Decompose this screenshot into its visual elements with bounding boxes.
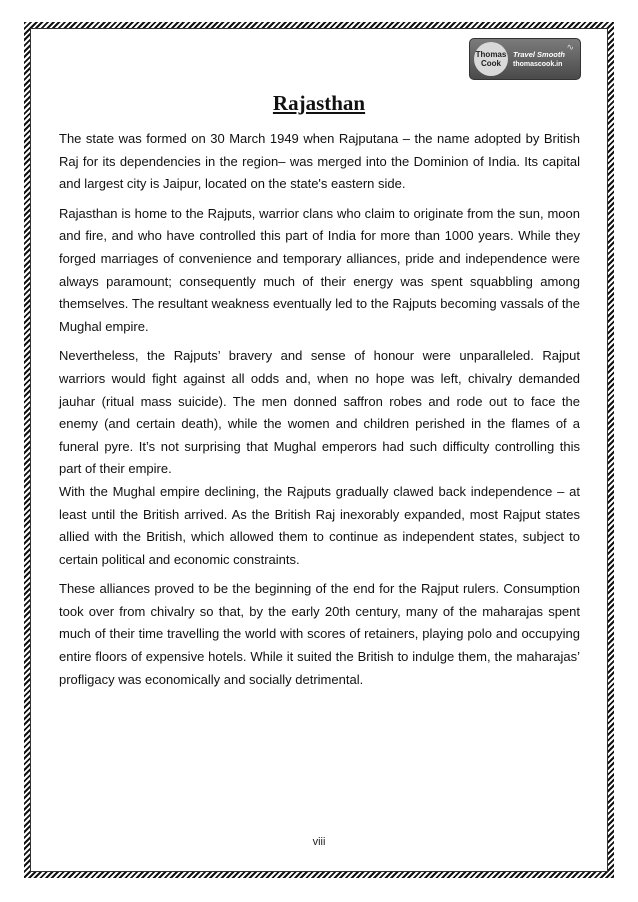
paragraph-alliances: These alliances proved to be the beginning of the end for the Rajput rulers. Consumption took over from chivalry so that, by the early 20th century, many of the maharajas spent much of their time travelling the world with scores of retainers, playing polo and occupying entire floors of expensive hotels. While it suited the British to indulge them, the maharajas’ profligacy was economically and socially detrimental.	[59, 581, 580, 687]
paragraph-formation: The state was formed on 30 March 1949 when Rajputana – the name adopted by British Raj for its dependencies in the region– was merged into the Dominion of India. Its capital and largest city is Jaipur, located on the state's eastern side.	[59, 131, 580, 192]
logo-badge-line1: Thomas	[475, 50, 507, 59]
paragraph-rajputs: Rajasthan is home to the Rajputs, warrior clans who claim to originate from the sun, moon and fire, and who have controlled this part of India for more than 1000 years. While they forged marriages of convenience and temporary alliances, pride and independence were always paramount; consequently much of their energy was spent squabbling among themselves. The resultant weakness eventually led to the Rajputs becoming vassals of the Mughal empire.	[59, 205, 580, 334]
page-number: viii	[312, 836, 326, 848]
swirl-icon: ∿	[566, 42, 574, 52]
document-body	[59, 128, 580, 698]
paragraph-bravery: Nevertheless, the Rajputs’ bravery and sense of honour were unparalleled. Rajput warriors would fight against all odds and, when no hope was left, chivalry demanded jauhar (ritual mass suicide). The men donned saffron robes and rode out to face the enemy (and certain death), while the women and children perished in the flames of a funeral pyre. It’s not surprising that Mughal emperors had such difficulty controlling this part of their empire.	[59, 348, 580, 477]
thomas-cook-logo	[469, 38, 581, 80]
logo-url: thomascook.in	[513, 60, 563, 68]
logo-badge-line2: Cook	[481, 59, 501, 68]
logo-tagline: Travel Smooth	[513, 49, 565, 59]
paragraph-mughal-decline: With the Mughal empire declining, the Rajputs gradually clawed back independence – at least until the British arrived. As the British Raj inexorably expanded, most Rajput states allied with the British, which allowed them to continue as independent states, subject to certain political and economic constraints.	[59, 483, 580, 567]
page-title: Rajasthan	[272, 91, 366, 115]
logo-text	[513, 50, 565, 69]
logo-badge	[474, 42, 508, 76]
